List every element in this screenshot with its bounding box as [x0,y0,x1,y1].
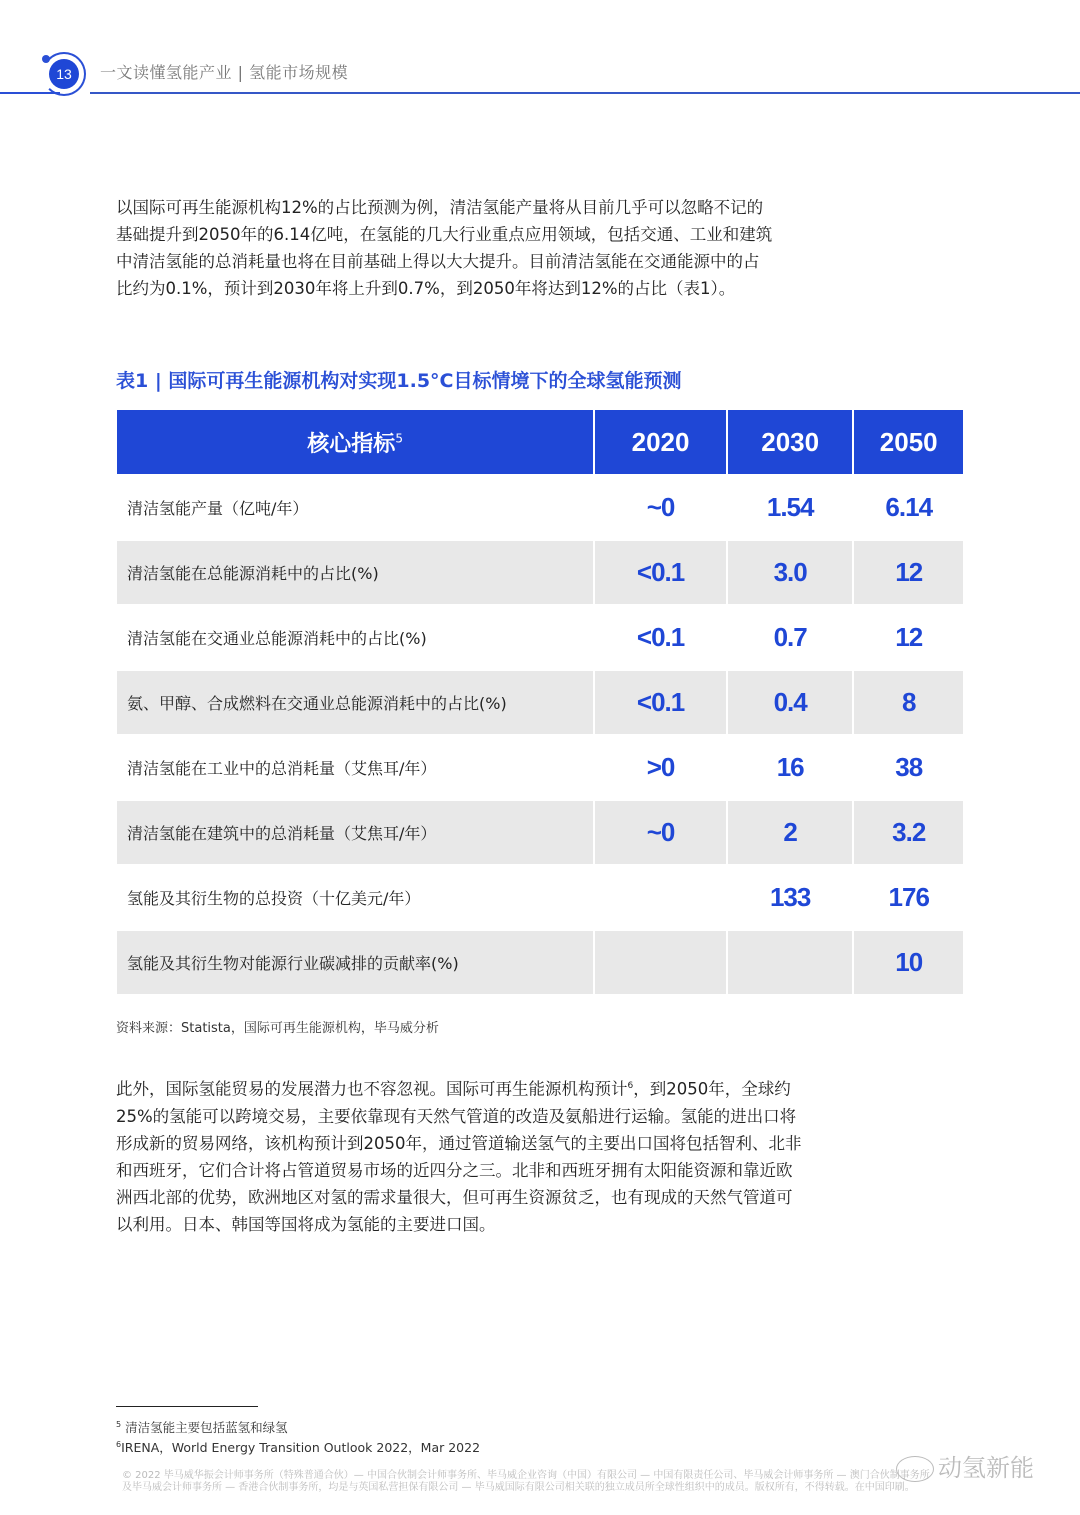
cell-2020: >0 [595,734,726,799]
column-header-2050: 2050 [854,410,963,474]
table-row [117,864,963,929]
footnote [116,1438,480,1456]
page-number-badge [42,52,86,96]
wechat-icon [896,1456,934,1482]
table-row [117,539,963,604]
watermark [896,1448,1034,1483]
paragraph-line: 和西班牙，它们合计将占管道贸易市场的近四分之三。北非和西班牙拥有太阳能资源和靠近欧 [116,1160,793,1180]
header-title: 一文读懂氢能产业 | 氢能市场规模 [100,63,349,82]
watermark-text: 动氢新能 [938,1454,1034,1482]
table-row [117,799,963,864]
line-text: ，到2050年，全球约 [633,1079,791,1099]
table-title: 表1 | 国际可再生能源机构对实现1.5°C目标情境下的全球氢能预测 [116,370,682,392]
table-header-row [117,410,963,474]
legal-line: 及毕马威会计师事务所 — 香港合伙制事务所，均是与英国私营担保有限公司 — 毕马威国际有限公司相关联的独立成员所全球性组织中的成员。版权所有，不得转载。在中国印刷。 [122,1482,915,1493]
cell-2030: 2 [728,799,853,864]
row-label: 氨、甲醇、合成燃料在交通业总能源消耗中的占比(%) [117,669,593,734]
paragraph-line [116,1073,856,1103]
cell-2030: 16 [728,734,853,799]
header-rule-left [0,92,60,94]
cell-2020: <0.1 [595,669,726,734]
intro-paragraph [116,194,836,302]
footnote-divider [116,1406,258,1407]
paragraph-line: 25%的氢能可以跨境交易，主要依靠现有天然气管道的改造及氨船进行运输。氢能的进出口将 [116,1106,797,1126]
cell-2050: 3.2 [854,799,963,864]
cell-2030: 1.54 [728,474,853,539]
cell-2050: 176 [854,864,963,929]
cell-2020: <0.1 [595,539,726,604]
footnote-ref: 6 [627,1081,634,1091]
paragraph-line: 比约为0.1%，预计到2030年将上升到0.7%，到2050年将达到12%的占比（表1）。 [116,279,736,298]
cell-2050: 12 [854,604,963,669]
paragraph-line: 基础提升到2050年的6.14亿吨，在氢能的几大行业重点应用领域，包括交通、工业和建筑 [116,225,773,244]
row-label: 清洁氢能产量（亿吨/年） [117,474,593,539]
footnote [116,1418,288,1436]
column-header-label: 核心指标 [307,431,396,457]
paragraph-line: 形成新的贸易网络，该机构预计到2050年，通过管道输送氢气的主要出口国将包括智利、北非 [116,1133,802,1153]
cell-2020 [595,864,726,929]
header-rule [90,92,1080,94]
cell-2030: 0.4 [728,669,853,734]
trade-paragraph [116,1073,856,1238]
column-header-2020: 2020 [595,410,726,474]
cell-2030: 0.7 [728,604,853,669]
paragraph-line: 以利用。日本、韩国等国将成为氢能的主要进口国。 [116,1214,496,1234]
cell-2050: 38 [854,734,963,799]
paragraph-line: 中清洁氢能的总消耗量也将在目前基础上得以大大提升。目前清洁氢能在交通能源中的占 [116,252,760,271]
badge-dot-icon [42,55,50,63]
cell-2020: ~0 [595,474,726,539]
cell-2030: 133 [728,864,853,929]
cell-2050: 12 [854,539,963,604]
paragraph-line: 洲西北部的优势，欧洲地区对氢的需求量很大，但可再生资源贫乏，也有现成的天然气管道可 [116,1187,793,1207]
column-header-indicator [117,410,593,474]
cell-2050: 8 [854,669,963,734]
forecast-table [115,410,965,994]
table-row [117,669,963,734]
legal-line: © 2022 毕马威华振会计师事务所（特殊普通合伙）— 中国合伙制会计师事务所、毕马威企业咨询（中国）有限公司 — 中国有限责任公司、毕马威会计师事务所 — 澳门合伙制事务所 [122,1470,930,1481]
cell-2050: 10 [854,929,963,994]
cell-2020: ~0 [595,799,726,864]
row-label: 清洁氢能在工业中的总消耗量（艾焦耳/年） [117,734,593,799]
footnote-ref: 5 [395,431,403,446]
footnote-text: IRENA，World Energy Transition Outlook 2022，Mar 2022 [121,1440,481,1455]
row-label: 清洁氢能在交通业总能源消耗中的占比(%) [117,604,593,669]
column-header-2030: 2030 [728,410,853,474]
table-row [117,474,963,539]
table-source: 资料来源：Statista，国际可再生能源机构，毕马威分析 [116,1021,439,1036]
cell-2030: 3.0 [728,539,853,604]
row-label: 清洁氢能在总能源消耗中的占比(%) [117,539,593,604]
row-label: 氢能及其衍生物对能源行业碳减排的贡献率(%) [117,929,593,994]
legal-notice [122,1470,972,1494]
footnote-mark: 6 [116,1439,122,1449]
footnote-text: 清洁氢能主要包括蓝氢和绿氢 [125,1420,288,1435]
row-label: 氢能及其衍生物的总投资（十亿美元/年） [117,864,593,929]
cell-2030 [728,929,853,994]
table-row [117,734,963,799]
line-text: 此外，国际氢能贸易的发展潜力也不容忽视。国际可再生能源机构预计 [116,1079,628,1099]
table-row [117,929,963,994]
footnote-mark: 5 [116,1419,122,1429]
cell-2050: 6.14 [854,474,963,539]
cell-2020: <0.1 [595,604,726,669]
table-row [117,604,963,669]
page-number: 13 [49,59,79,89]
cell-2020 [595,929,726,994]
paragraph-line: 以国际可再生能源机构12%的占比预测为例，清洁氢能产量将从目前几乎可以忽略不记的 [116,198,764,217]
row-label: 清洁氢能在建筑中的总消耗量（艾焦耳/年） [117,799,593,864]
